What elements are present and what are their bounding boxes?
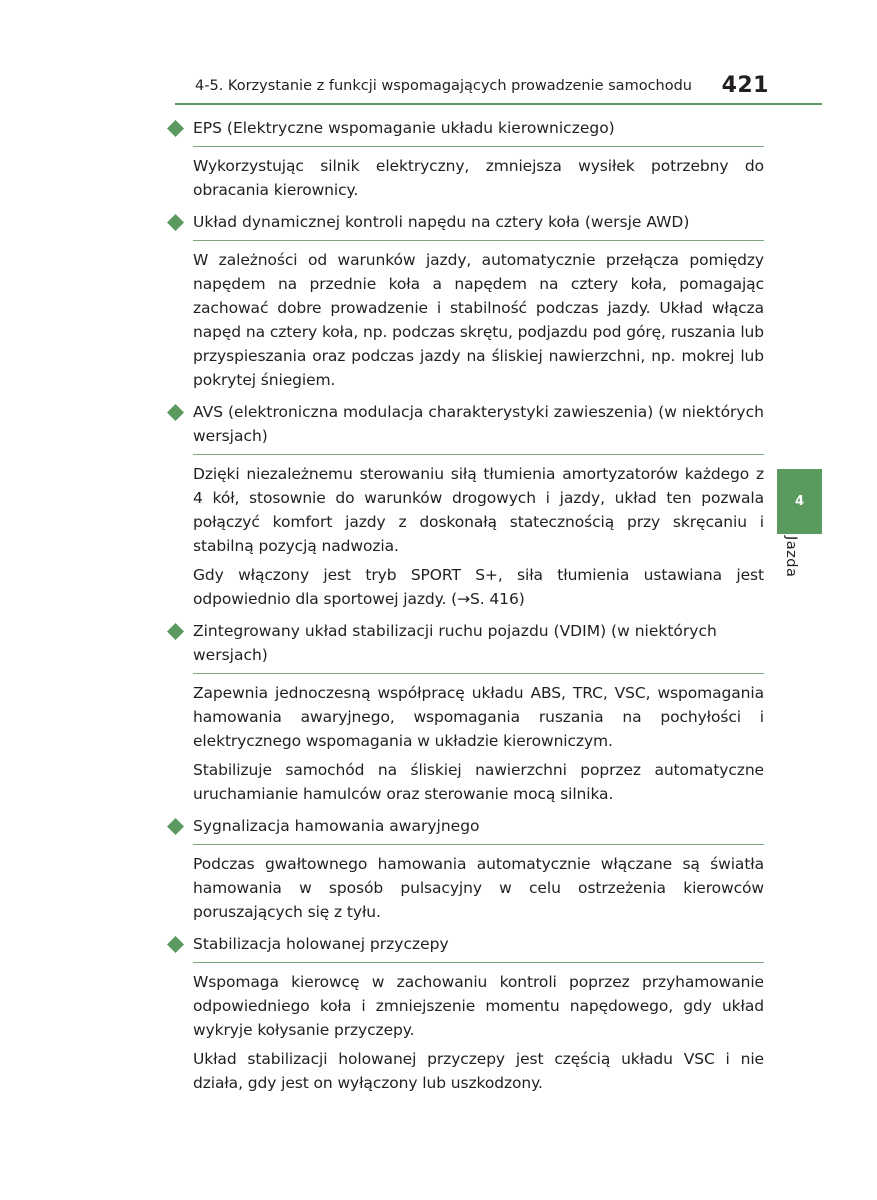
chapter-label: Jazda [783,536,799,578]
section-vdim [167,619,764,806]
diamond-bullet-icon [167,404,184,421]
section-heading-text: AVS (elektroniczna modulacja charakterystyki zawieszenia) (w niektórych wersjach) [193,403,764,445]
page-content [167,116,764,1103]
diamond-bullet-icon [167,818,184,835]
section-heading [167,619,764,667]
section-heading-text: EPS (Elektryczne wspomaganie układu kierowniczego) [193,119,615,137]
section-body [193,146,764,202]
section-heading-text: Układ dynamicznej kontroli napędu na cztery koła (wersje AWD) [193,213,690,231]
section-heading [167,932,764,956]
section-avs [167,400,764,611]
paragraph: Zapewnia jednoczesną współpracę układu ABS, TRC, VSC, wspomagania hamowania awaryjnego, wspomagania ruszania na pochyłości i elektrycznego wspomagania w układzie kierowniczym. [193,684,764,750]
section-heading [167,814,764,838]
section-body [193,962,764,1095]
section-body [193,454,764,611]
paragraph: W zależności od warunków jazdy, automatycznie przełącza pomiędzy napędem na przednie koła a napędem na cztery koła, pomagając zachować dobre prowadzenie i stabilność podczas jazdy. Układ włącza napęd na cztery koła, np. podczas skrętu, podjazdu pod górę, ruszania lub przyspieszania oraz podczas jazdy na śliskiej nawierzchni, np. mokrej lub pokrytej śniegiem. [193,251,764,389]
page-number: 421 [721,73,769,98]
page-header [175,74,822,104]
section-heading [167,210,764,234]
paragraph: Układ stabilizacji holowanej przyczepy jest częścią układu VSC i nie działa, gdy jest on wyłączony lub uszkodzony. [193,1050,764,1092]
chapter-number: 4 [794,494,805,509]
section-awd [167,210,764,392]
section-body [193,844,764,924]
paragraph: Podczas gwałtownego hamowania automatycznie włączane są światła hamowania w sposób pulsacyjny w celu ostrzeżenia kierowców poruszających się z tyłu. [193,855,764,921]
paragraph: Dzięki niezależnemu sterowaniu siłą tłumienia amortyzatorów każdego z 4 kół, stosownie do warunków drogowych i jazdy, układ ten pozwala połączyć komfort jazdy z doskonałą statecznością przy skręcaniu i stabilną pozycją nadwozia. [193,465,764,555]
paragraph: Wykorzystując silnik elektryczny, zmniejsza wysiłek potrzebny do obracania kierownicy. [193,157,764,199]
paragraph: Stabilizuje samochód na śliskiej nawierzchni poprzez automatyczne uruchamianie hamulców oraz sterowanie mocą silnika. [193,761,764,803]
diamond-bullet-icon [167,214,184,231]
section-heading [167,400,764,448]
section-heading-text: Sygnalizacja hamowania awaryjnego [193,817,480,835]
section-emergency-brake-signal [167,814,764,924]
section-body [193,673,764,806]
paragraph: Wspomaga kierowcę w zachowaniu kontroli poprzez przyhamowanie odpowiedniego koła i zmniejszenie momentu napędowego, gdy układ wykryje kołysanie przyczepy. [193,973,764,1039]
diamond-bullet-icon [167,936,184,953]
section-eps [167,116,764,202]
section-heading-text: Zintegrowany układ stabilizacji ruchu pojazdu (VDIM) (w niektórych wersjach) [193,622,717,664]
header-title: 4-5. Korzystanie z funkcji wspomagających prowadzenie samochodu [195,78,692,94]
paragraph: Gdy włączony jest tryb SPORT S+, siła tłumienia ustawiana jest odpowiednio dla sportowej jazdy. (→S. 416) [193,566,764,608]
diamond-bullet-icon [167,623,184,640]
header-rule [175,103,822,105]
section-heading [167,116,764,140]
section-trailer-sway [167,932,764,1095]
diamond-bullet-icon [167,120,184,137]
chapter-tab [777,469,822,534]
section-body [193,240,764,392]
section-heading-text: Stabilizacja holowanej przyczepy [193,935,449,953]
